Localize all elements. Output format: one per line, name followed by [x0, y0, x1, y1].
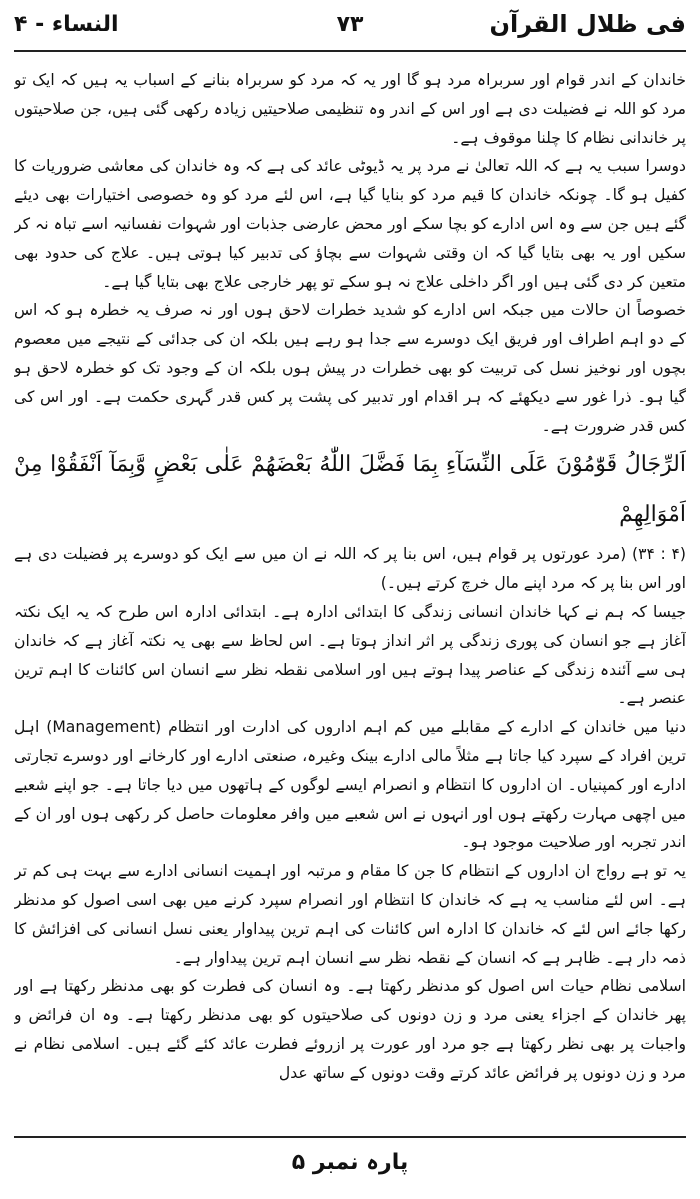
paragraph: اسلامی نظام حیات اس اصول کو مدنظر رکھتا ہے۔ وہ انسان کی فطرت کو بھی مدنظر رکھتا ہے اور پھر خاندان کے اجزاء یعنی مرد و زن دونوں کی صلاحیتوں کو بھی مدنظر رکھتا ہے۔ وہ ان فرائض و واجبات پر بھی نظر رکھتا ہے جو مرد اور عورت پر ازروئے فطرت عائد کئے گئے ہیں۔ اسلامی نظام نے مرد و زن دونوں پر فرائض عائد کرتے وقت دونوں کے ساتھ عدل [14, 977, 686, 1082]
ayah-reference: (۴ : ۳۴) [632, 545, 686, 564]
quran-verse [14, 440, 686, 540]
page-body [14, 66, 686, 1126]
paragraph: دوسرا سبب یہ ہے کہ اللہ تعالیٰ نے مرد پر یہ ڈیوٹی عائد کی ہے کہ وہ خاندان کی معاشی ضروریات کا کفیل ہو گا۔ چونکہ خاندان کا قیم مرد کو بنایا گیا ہے، اس لئے مرد کو وہ خصوصی اختیارات بھی دیئے گئے ہیں جن سے وہ اس ادارے کو بچا سکے اور محض عارضی جذبات اور شہوات نفسانیہ اسے تباہ نہ کر سکیں اور یہ بھی بتایا گیا کہ ان وقتی شہوات سے بچاؤ کی تدبیر کیا ہوتی ہیں۔ علاج کی حدود بھی متعین کر دی گئی ہیں اور اگر داخلی علاج نہ ہو سکے تو پھر خارجی علاج بھی بتایا گیا ہے۔ [14, 157, 686, 291]
paragraph: خصوصاً ان حالات میں جبکہ اس ادارے کو شدید خطرات لاحق ہوں اور نہ صرف یہ خطرہ ہو کہ اس کے دو اہم اطراف اور فریق ایک دوسرے سے جدا ہو رہے ہیں بلکہ ان کی جدائی کے نتیجے میں معصوم بچوں اور نوخیز نسل کی تربیت کو بھی خطرات در پیش ہوں بلکہ ان کے وجود تک کو خطرہ لاحق ہو گیا ہو۔ ذرا غور سے دیکھئے کہ ہر اقدام اور تدبیر کی پشت پر کس قدر گہری حکمت ہے۔ اور اس کی کس قدر ضرورت ہے۔ [14, 301, 686, 435]
footer-divider [14, 1136, 686, 1138]
ayah-translation: (مرد عورتوں پر قوام ہیں، اس بنا پر کہ اللہ نے ان میں سے ایک کو دوسرے پر فضیلت دی ہے اور اس بنا پر کہ مرد اپنے مال خرچ کرتے ہیں۔) [14, 545, 686, 593]
paragraph: دنیا میں خاندان کے ادارے کے مقابلے میں کم اہم اداروں کی ادارت اور انتظام (Management) اہل ترین افراد کے سپرد کیا جاتا ہے مثلاً مالی ادارے بینک وغیرہ، صنعتی ادارے اور کارخانے اور دوسرے تجارتی ادارے اور کمپنیاں۔ ان اداروں کا انتظام و انصرام ایسے لوگوں کے ہاتھوں میں دیا جاتا ہے۔ جو اپنے شعبے میں اچھی مہارت رکھتے ہوں اور انہوں نے اس شعبے میں وافر معلومات حاصل کر رکھی ہوں اور ان کے اندر تجربہ اور صلاحیت موجود ہو۔ [14, 718, 686, 852]
page-number: ۷۳ [336, 12, 364, 37]
paragraph: یہ تو ہے رواج ان اداروں کے انتظام کا جن کا مقام و مرتبہ اور اہمیت انسانی ادارے سے بہت ہی کم تر ہے۔ اس لئے مناسب یہ ہے کہ خاندان کا انتظام اور انصرام سپرد کرنے میں بھی اسی اصول کو مدنظر رکھا جائے اس لئے کہ خاندان کا ادارہ اس کائنات کی اہم ترین پیداوار یعنی نسل انسانی کی افزائش کا ذمہ دار ہے۔ ظاہر ہے کہ انسان کے نقطہ نظر سے انسان اہم ترین پیداوار ہے۔ [14, 862, 686, 967]
paragraph: خاندان کے اندر قوام اور سربراہ مرد ہو گا اور یہ کہ مرد کو سربراہ بنانے کے اسباب یہ ہیں کہ ایک تو مرد کو اللہ نے فضیلت دی ہے اور اس کے اندر وہ تنظیمی صلاحیتیں زیادہ رکھی گئی ہیں، جن صلاحیتوں پر خاندانی نظام کا چلنا موقوف ہے۔ [14, 71, 686, 147]
surah-label: النساء - ۴ [14, 12, 119, 37]
ayah-arabic: اَلرِّجَالُ قَوّٰمُوْنَ عَلَی النِّسَآءِ بِمَا فَضَّلَ اللّٰهُ بَعْضَهُمْ عَلٰی بَعْضٍ وَّبِمَآ اَنْفَقُوْا مِنْ اَمْوَالِهِمْ [14, 452, 686, 528]
para-label: پارہ نمبر ۵ [291, 1150, 409, 1175]
book-title: فی ظلال القرآن [489, 10, 686, 38]
paragraph: جیسا کہ ہم نے کہا خاندان انسانی زندگی کا ابتدائی ادارہ ہے۔ ابتدائی ادارہ اس طرح کہ یہ ایک نکتہ آغاز ہے جو انسان کی پوری زندگی پر اثر انداز ہوتا ہے۔ اس لحاظ سے بھی یہ نکتہ آغاز ہے کہ خاندان ہی سے آئندہ زندگی کے عناصر پیدا ہوتے ہیں اور اسلامی نقطہ نظر سے انسان اس کائنات کا اہم ترین عنصر ہے۔ [14, 602, 686, 708]
ayah-translation-line [14, 540, 686, 598]
page-header [14, 6, 686, 52]
